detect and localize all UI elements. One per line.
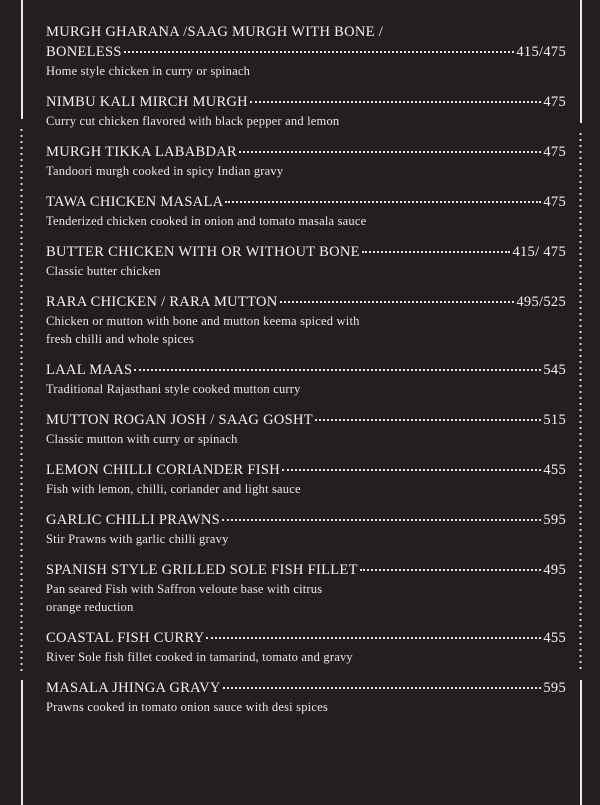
- dotted-leader: [315, 419, 541, 421]
- menu-item-description: Chicken or mutton with bone and mutton keema spiced with: [46, 314, 360, 328]
- menu-item-description: Stir Prawns with garlic chilli gravy: [46, 532, 229, 546]
- menu-item: [46, 628, 566, 666]
- menu-item: [46, 192, 566, 230]
- left-border-line-bottom: [21, 680, 23, 805]
- menu-item: [46, 92, 566, 130]
- menu-item-price: 415/475: [516, 44, 566, 60]
- menu-item: [46, 678, 566, 716]
- menu-item-description: River Sole fish fillet cooked in tamarind, tomato and gravy: [46, 650, 353, 664]
- left-dotted-border: [20, 127, 23, 672]
- dotted-leader: [134, 369, 541, 371]
- menu-item: [46, 242, 566, 280]
- menu-item-description: Traditional Rajasthani style cooked mutton curry: [46, 382, 301, 396]
- menu-item-name: GARLIC CHILLI PRAWNS: [46, 512, 221, 528]
- menu-item-price: 495/525: [516, 294, 566, 310]
- menu-item-description: Tenderized chicken cooked in onion and tomato masala sauce: [46, 214, 367, 228]
- right-dotted-border: [579, 131, 582, 672]
- menu-item: [46, 360, 566, 398]
- menu-item-name: SPANISH STYLE GRILLED SOLE FISH FILLET: [46, 562, 358, 578]
- dotted-leader: [280, 301, 515, 303]
- menu-item-list: [46, 22, 566, 728]
- menu-item-description: Classic butter chicken: [46, 264, 161, 278]
- menu-item-description: Classic mutton with curry or spinach: [46, 432, 238, 446]
- menu-item-name: TAWA CHICKEN MASALA: [46, 194, 224, 210]
- dotted-leader: [225, 201, 541, 203]
- left-border-line-top: [21, 0, 23, 119]
- dotted-leader: [282, 469, 541, 471]
- menu-item-price: 475: [543, 194, 566, 210]
- menu-item: [46, 410, 566, 448]
- dotted-leader: [222, 519, 541, 521]
- menu-item-description: Pan seared Fish with Saffron veloute base with citrus: [46, 582, 323, 596]
- dotted-leader: [362, 251, 511, 253]
- menu-item-name: BUTTER CHICKEN WITH OR WITHOUT BONE: [46, 244, 360, 260]
- menu-item-price: 545: [543, 362, 566, 378]
- menu-item-description: Fish with lemon, chilli, coriander and light sauce: [46, 482, 301, 496]
- menu-item-price: 455: [543, 462, 566, 478]
- menu-item: [46, 510, 566, 548]
- menu-item-name: LEMON CHILLI CORIANDER FISH: [46, 462, 281, 478]
- dotted-leader: [124, 51, 515, 53]
- menu-item-description-line2: fresh chilli and whole spices: [46, 332, 195, 346]
- menu-item: [46, 22, 566, 80]
- menu-item-name: NIMBU KALI MIRCH MURGH: [46, 94, 248, 110]
- menu-item-description-line2: orange reduction: [46, 600, 134, 614]
- dotted-leader: [223, 687, 542, 689]
- menu-item: [46, 460, 566, 498]
- menu-item-name: LAAL MAAS: [46, 362, 133, 378]
- menu-item-price: 515: [543, 412, 566, 428]
- menu-item-name: COASTAL FISH CURRY: [46, 630, 205, 646]
- menu-item-name-line1: MURGH GHARANA /SAAG MURGH WITH BONE /: [46, 24, 384, 40]
- menu-item-price: 495: [543, 562, 566, 578]
- menu-item-description: Tandoori murgh cooked in spicy Indian gravy: [46, 164, 284, 178]
- menu-item-price: 455: [543, 630, 566, 646]
- dotted-leader: [360, 569, 542, 571]
- right-border-line-top: [580, 0, 582, 123]
- menu-item-price: 475: [543, 94, 566, 110]
- menu-item-name: MASALA JHINGA GRAVY: [46, 680, 221, 696]
- menu-item-price: 595: [543, 512, 566, 528]
- menu-item-description: Home style chicken in curry or spinach: [46, 64, 251, 78]
- menu-item: [46, 560, 566, 616]
- menu-item-name: RARA CHICKEN / RARA MUTTON: [46, 294, 278, 310]
- menu-item: [46, 292, 566, 348]
- right-border-line-bottom: [580, 680, 582, 805]
- menu-item-description: Prawns cooked in tomato onion sauce with desi spices: [46, 700, 328, 714]
- menu-item-name: BONELESS: [46, 44, 122, 60]
- menu-item-name: MURGH TIKKA LABABDAR: [46, 144, 238, 160]
- dotted-leader: [206, 637, 541, 639]
- dotted-leader: [250, 101, 541, 103]
- dotted-leader: [239, 151, 541, 153]
- menu-item-price: 475: [543, 144, 566, 160]
- menu-item-description: Curry cut chicken flavored with black pepper and lemon: [46, 114, 340, 128]
- menu-item-name: MUTTON ROGAN JOSH / SAAG GOSHT: [46, 412, 313, 428]
- menu-item-price: 595: [543, 680, 566, 696]
- menu-item: [46, 142, 566, 180]
- menu-item-price: 415/ 475: [512, 244, 566, 260]
